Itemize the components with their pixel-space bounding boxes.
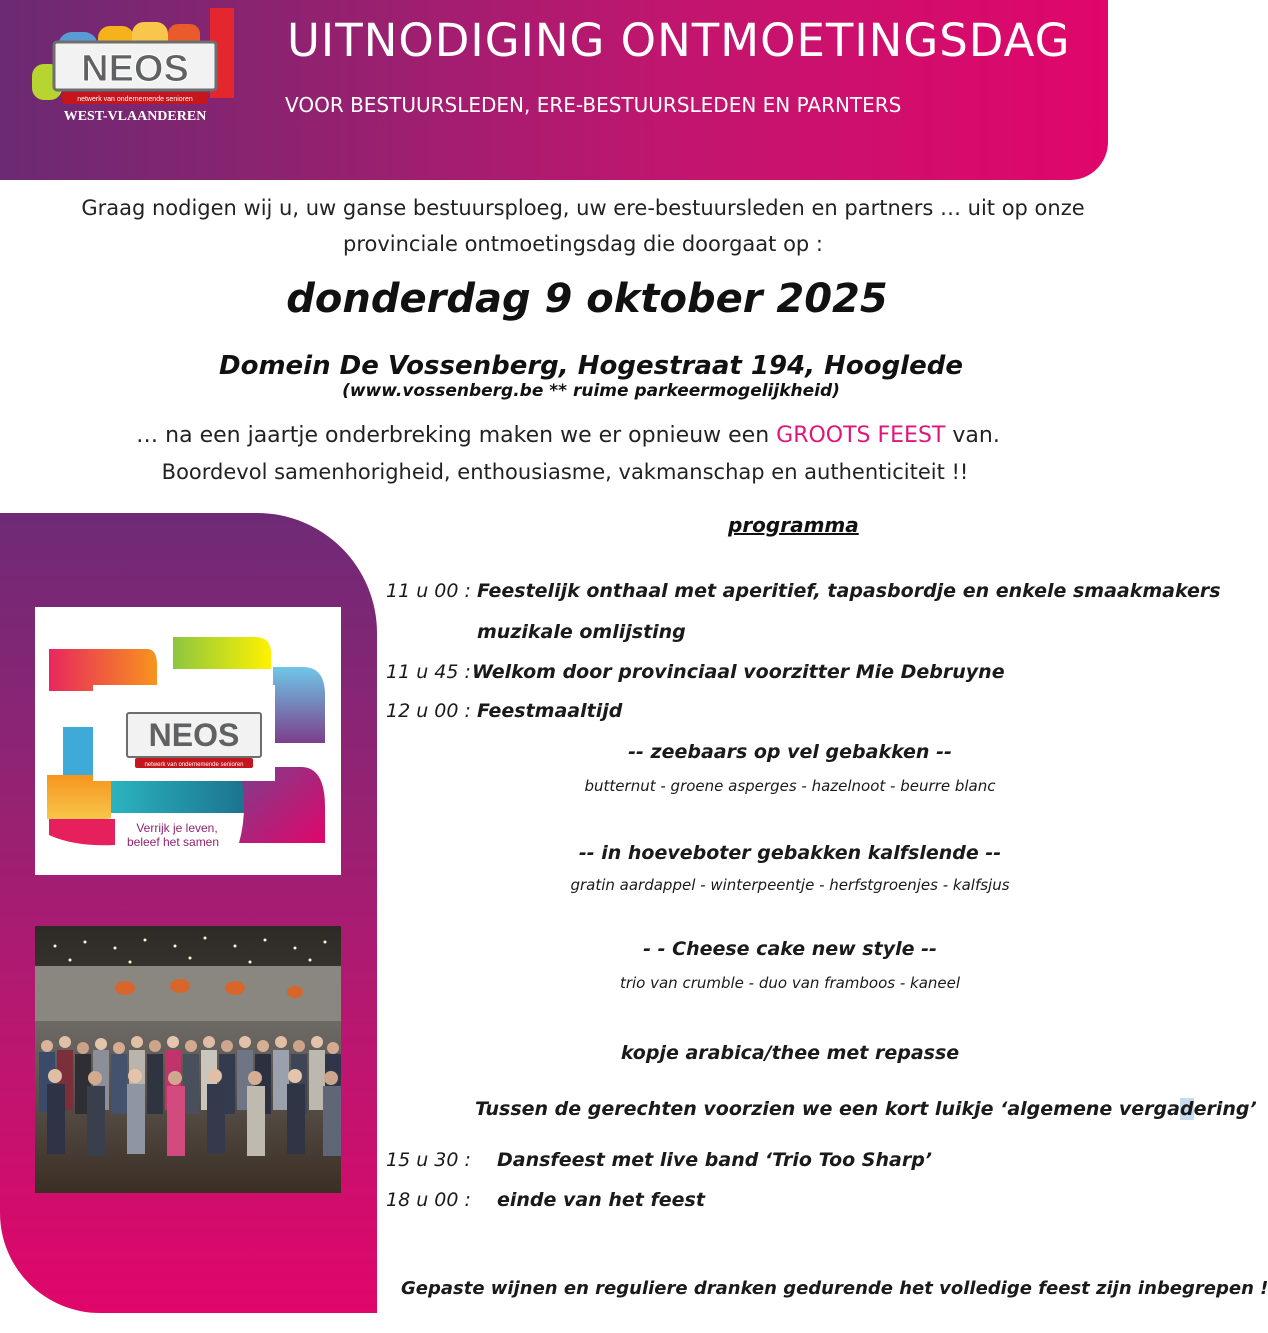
logo-text-neos: NEOS — [81, 48, 189, 90]
program-time: 12 u 00 : — [386, 700, 471, 722]
program-item: Feestmaaltijd — [477, 700, 623, 722]
logo-region: WEST-VLAANDEREN — [63, 109, 207, 124]
program-time: 18 u 00 : — [386, 1189, 471, 1211]
program-item: muzikale omlijsting — [477, 621, 686, 643]
menu-course-sub: gratin aardappel - winterpeentje - herfstgroenjes - kalfsjus — [570, 876, 1010, 894]
menu-course-sub: trio van crumble - duo van framboos - kaneel — [619, 974, 961, 992]
feest-line — [0, 423, 1136, 448]
page-subtitle: VOOR BESTUURSLEDEN, ERE-BESTUURSLEDEN EN PARNTERS — [285, 93, 902, 117]
feest-highlight: GROOTS FEEST — [776, 423, 946, 448]
event-date: donderdag 9 oktober 2025 — [286, 276, 888, 322]
feest-line-2: Boordevol samenhorigheid, enthousiasme, vakmanschap en authenticiteit !! — [161, 460, 969, 484]
program-time: 11 u 45 : — [386, 661, 471, 683]
program-item: Feestelijk onthaal met aperitief, tapasbordje en enkele smaakmakers — [477, 580, 1221, 602]
feest-after: van. — [945, 423, 1000, 448]
menu-course-head: -- zeebaars op vel gebakken -- — [628, 741, 952, 763]
logo-tagline: netwerk van ondernemende senioren — [77, 96, 193, 103]
card-logo-tagline: netwerk van ondernemende senioren — [144, 762, 244, 768]
intro-line-2: provinciale ontmoetingsdag die doorgaat op : — [342, 232, 824, 256]
menu-course-head: - - Cheese cake new style -- — [643, 938, 937, 960]
program-note — [475, 1098, 1257, 1120]
program-title: programma — [728, 513, 859, 537]
program-note-text: Tussen de gerechten voorzien we een kort luikje ‘algemene verga — [475, 1098, 1180, 1120]
menu-coffee: kopje arabica/thee met repasse — [620, 1042, 960, 1064]
neos-logo-card — [35, 607, 341, 875]
program-note-text-end: ering’ — [1193, 1098, 1257, 1120]
program-footer: Gepaste wijnen en reguliere dranken gedurende het volledige feest zijn inbegrepen ! — [401, 1278, 1268, 1299]
intro-line-1: Graag nodigen wij u, uw ganse bestuursploeg, uw ere-bestuursleden en partners … uit op onze — [81, 196, 1085, 220]
neos-logo — [28, 6, 238, 126]
card-slogan-2: beleef het samen — [126, 835, 220, 849]
program-note-highlight: d — [1179, 1098, 1194, 1120]
program-item: einde van het feest — [497, 1189, 705, 1211]
program-time: 15 u 30 : — [386, 1149, 471, 1171]
feest-before: … na een jaartje onderbreking maken we er opnieuw een — [136, 423, 777, 448]
neos-colorful-logo — [35, 607, 341, 875]
event-crowd-photo — [35, 926, 341, 1193]
card-logo-text: NEOS — [148, 717, 240, 753]
program-item: Welkom door provinciaal voorzitter Mie Debruyne — [472, 661, 1005, 683]
program-item: Dansfeest met live band ‘Trio Too Sharp’ — [497, 1149, 933, 1171]
venue-subtitle: (www.vossenberg.be ** ruime parkeermogelijkheid) — [342, 381, 840, 401]
menu-course-sub: butternut - groene asperges - hazelnoot - beurre blanc — [584, 777, 996, 795]
program-time: 11 u 00 : — [386, 580, 471, 602]
card-slogan-1: Verrijk je leven, — [136, 821, 218, 835]
menu-course-head: -- in hoeveboter gebakken kalfslende -- — [578, 842, 1002, 864]
page-title: UITNODIGING ONTMOETINGSDAG — [287, 14, 1071, 67]
venue-title: Domein De Vossenberg, Hogestraat 194, Hooglede — [219, 351, 963, 381]
